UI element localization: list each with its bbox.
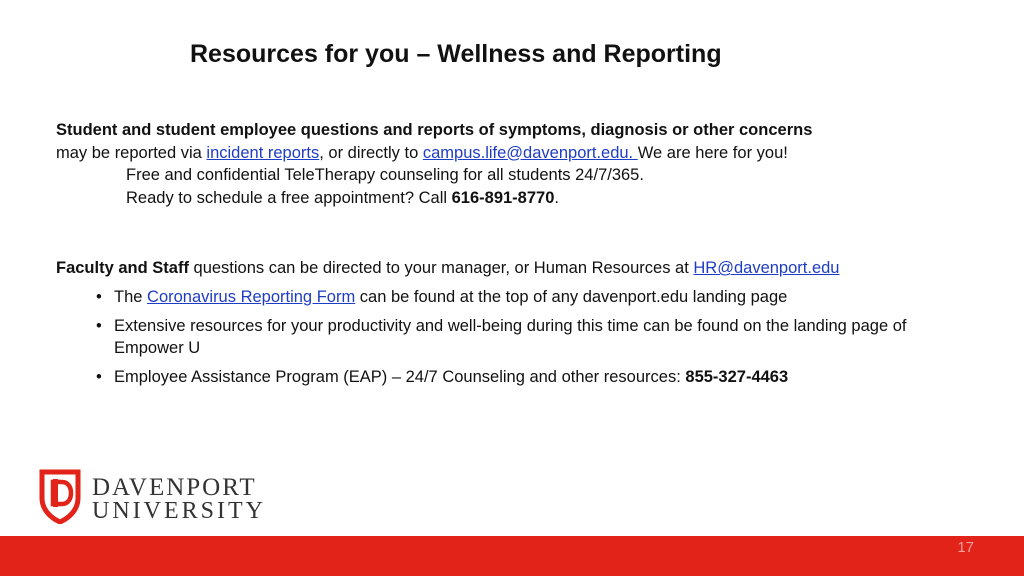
student-text-3: We are here for you! xyxy=(637,143,788,162)
coronavirus-reporting-form-link[interactable]: Coronavirus Reporting Form xyxy=(147,288,356,306)
eap-phone: 855-327-4463 xyxy=(685,367,789,386)
footer-bar xyxy=(0,536,1024,576)
incident-reports-link[interactable]: incident reports xyxy=(206,143,320,162)
davenport-logo xyxy=(36,468,276,524)
faculty-bullet-list xyxy=(56,286,976,394)
bullet-text: can be found at the top of any davenport.edu landing page xyxy=(355,288,788,306)
page-number: 17 xyxy=(957,539,974,556)
logo-text-university: UNIVERSITY xyxy=(92,498,266,524)
faculty-lead: Faculty and Staff xyxy=(56,259,189,277)
davenport-shield-icon xyxy=(36,468,84,524)
teletherapy-text: Free and confidential TeleTherapy counseling for all students 24/7/365. xyxy=(126,166,644,184)
bullet-icon: • xyxy=(96,316,102,335)
bullet-icon: • xyxy=(96,367,102,386)
student-phone: 616-891-8770 xyxy=(451,188,555,207)
appointment-text: Ready to schedule a free appointment? Call xyxy=(126,188,452,207)
student-section xyxy=(56,119,996,209)
faculty-section xyxy=(56,257,996,280)
list-item xyxy=(56,286,976,309)
list-item xyxy=(56,315,976,360)
bullet-text: Employee Assistance Program (EAP) – 24/7 Counseling and other resources: xyxy=(114,367,686,386)
list-item xyxy=(56,366,976,389)
page-title: Resources for you – Wellness and Reporting xyxy=(190,40,722,68)
hr-email-link[interactable]: HR@davenport.edu xyxy=(693,259,840,277)
student-heading: Student and student employee questions and reports of symptoms, diagnosis or other concerns xyxy=(56,121,813,139)
bullet-text: Extensive resources for your productivity and well-being during this time can be found on the landing page of Empower U xyxy=(114,316,907,357)
bullet-text: The xyxy=(114,288,148,306)
campus-life-email-link[interactable]: campus.life@davenport.edu. xyxy=(422,143,638,162)
student-text-1: may be reported via xyxy=(56,143,207,162)
student-text-2: , or directly to xyxy=(319,143,423,162)
logo-text-davenport: DAVENPORT xyxy=(92,474,257,501)
bullet-icon: • xyxy=(96,288,102,306)
appointment-period: . xyxy=(554,188,559,207)
faculty-text: questions can be directed to your manager, or Human Resources at xyxy=(188,259,694,277)
